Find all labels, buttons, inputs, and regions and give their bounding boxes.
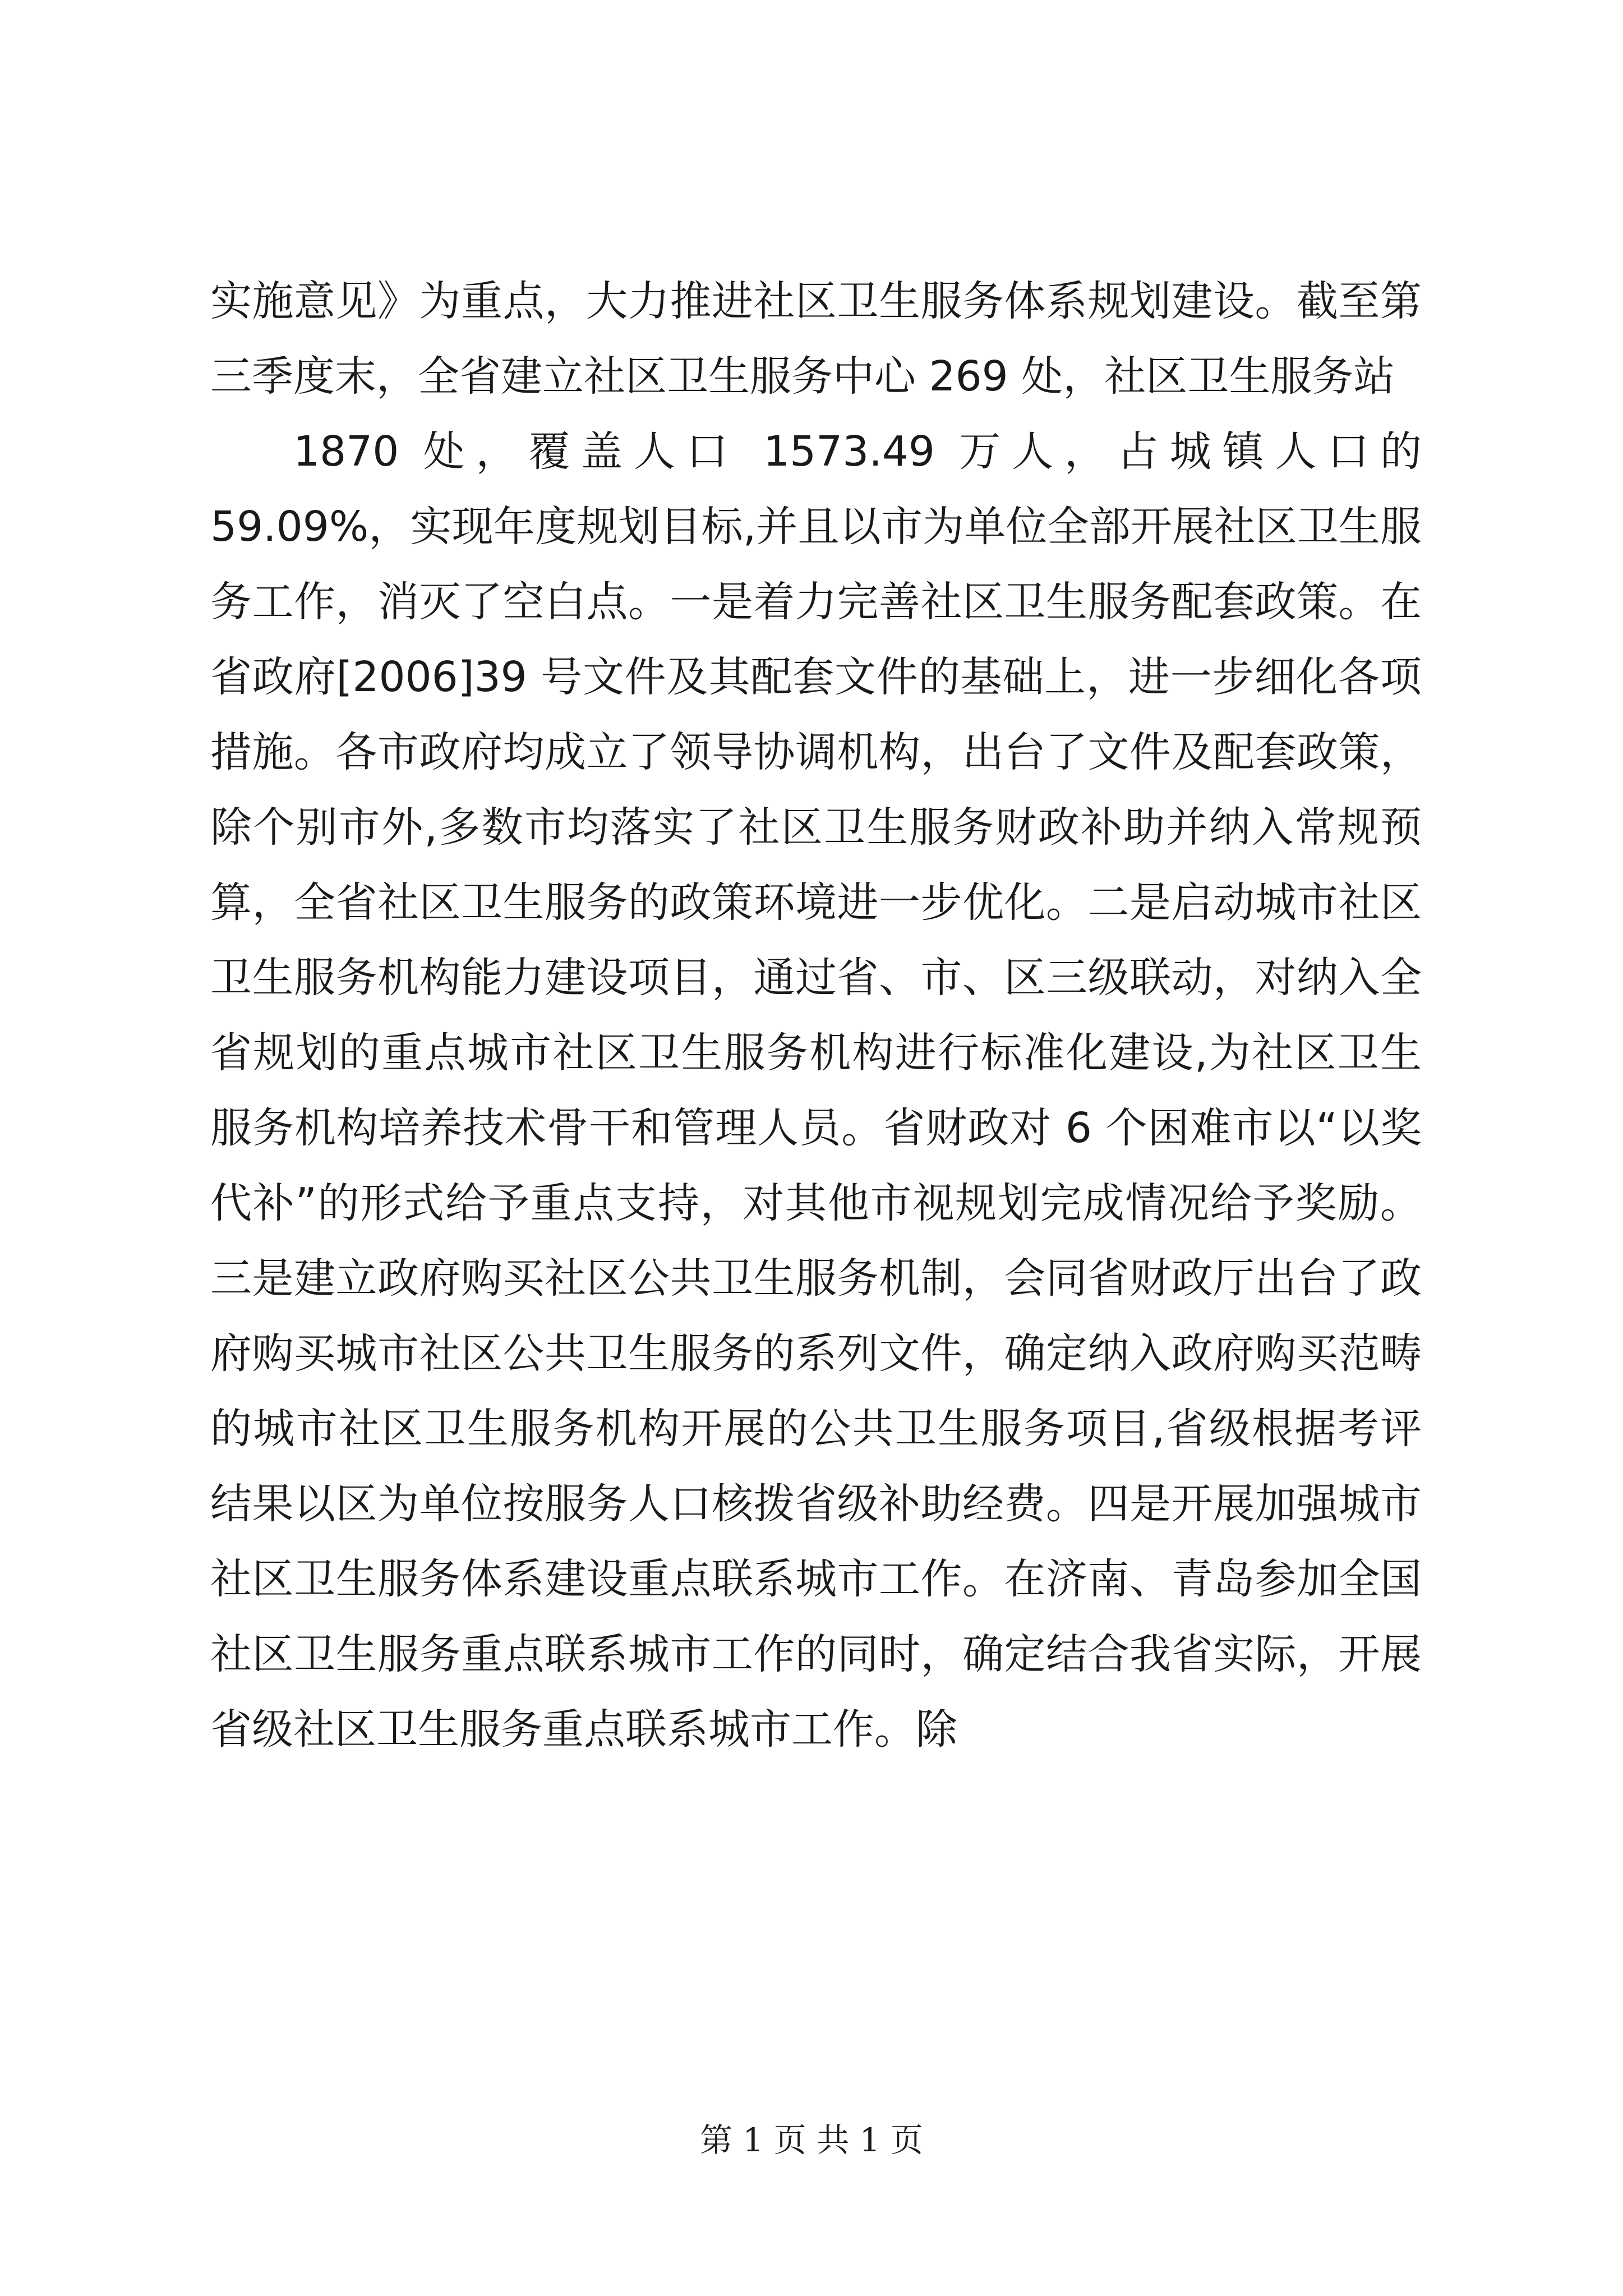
paragraph-continued: 实施意见》为重点，大力推进社区卫生服务体系规划建设。截至第三季度末，全省建立社区卫生服务中心 269 处，社区卫生服务站 bbox=[210, 277, 1422, 401]
body-text bbox=[210, 264, 1422, 1767]
page-number-footer: 第 1 页 共 1 页 bbox=[700, 2121, 923, 2159]
paragraph-main: 1870 处，覆盖人口 1573.49 万人，占城镇人口的 59.09%，实现年度规划目标,并且以市为单位全部开展社区卫生服务工作，消灭了空白点。一是着力完善社区卫生服务配套政策。在省政府[2006]39 号文件及其配套文件的基础上，进一步细化各项措施。各市政府均成立了领导协调机构，出台了文件及配套政策，除个别市外,多数市均落实了社区卫生服务财政补助并纳入常规预算，全省社区卫生服务的政策环境进一步优化。二是启动城市社区卫生服务机构能力建设项目，通过省、市、区三级联动，对纳入全省规划的重点城市社区卫生服务机构进行标准化建设,为社区卫生服务机构培养技术骨干和管理人员。省财政对 6 个困难市以“以奖代补”的形式给予重点支持，对其他市视规划完成情况给予奖励。三是建立政府购买社区公共卫生服务机制，会同省财政厅出台了政府购买城市社区公共卫生服务的系列文件，确定纳入政府购买范畴的城市社区卫生服务机构开展的公共卫生服务项目,省级根据考评结果以区为单位按服务人口核拨省级补助经费。四是开展加强城市社区卫生服务体系建设重点联系城市工作。在济南、青岛参加全国社区卫生服务重点联系城市工作的同时，确定结合我省实际，开展省级社区卫生服务重点联系城市工作。除 bbox=[210, 427, 1422, 1754]
